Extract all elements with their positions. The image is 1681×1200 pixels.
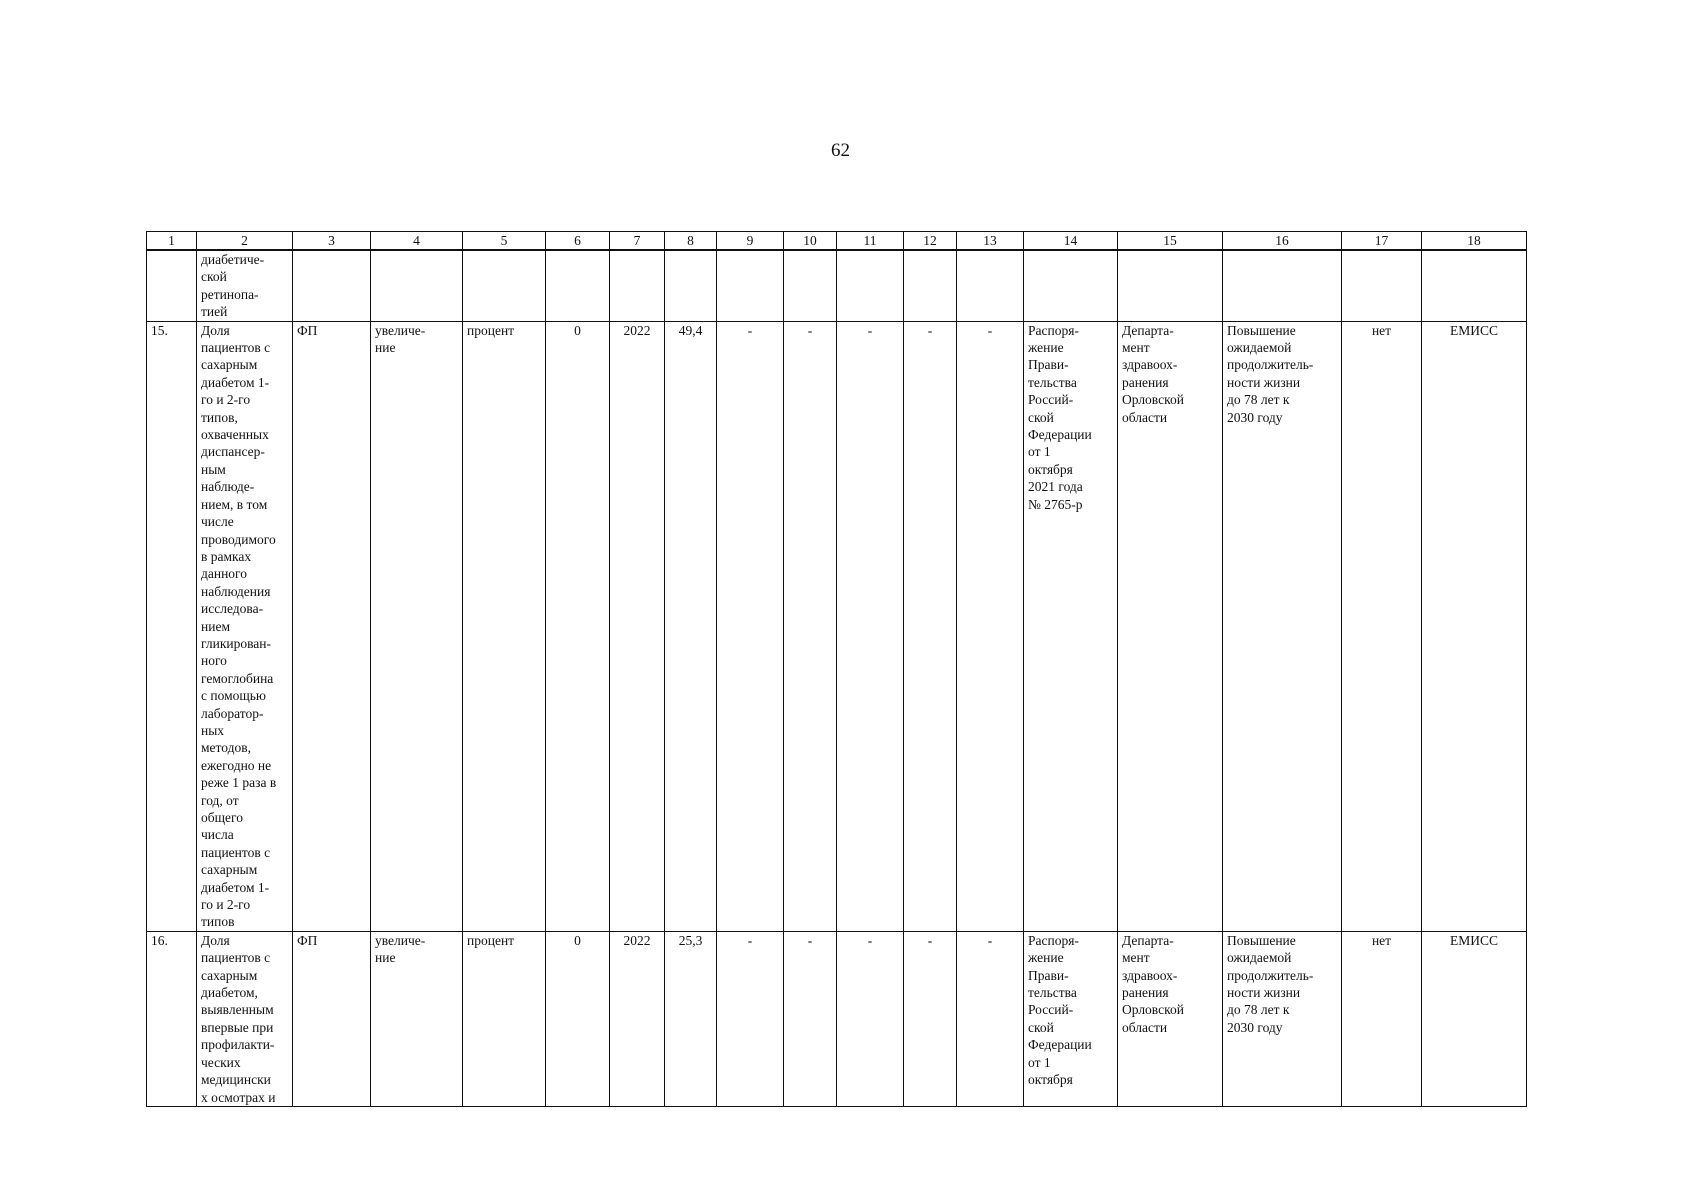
cell-indicator-name: диабетиче- ской ретинопа- тией <box>197 250 293 321</box>
cell-value: - <box>957 931 1024 1106</box>
column-header: 16 <box>1223 232 1342 251</box>
cell-direction: увеличе- ние <box>371 321 463 931</box>
cell-value: - <box>784 931 837 1106</box>
cell-value: 25,3 <box>665 931 717 1106</box>
cell-value: - <box>717 931 784 1106</box>
cell-unit <box>463 250 546 321</box>
column-header: 6 <box>546 232 610 251</box>
cell-value <box>665 250 717 321</box>
cell-source <box>1422 250 1527 321</box>
cell-value: - <box>784 321 837 931</box>
cell-level <box>293 250 371 321</box>
cell-value <box>904 250 957 321</box>
cell-indicator-name: Доля пациентов с сахарным диабетом 1- го и 2-го типов, охваченных диспансер- ным наблюде- нием, в том числе проводимого в рамках данного наблюдения исследова- нием гликирован- ного гемоглобина с помощью лаборатор- ных методов, ежегодно не реже 1 раза в год, от общего числа пациентов с сахарным диабетом 1- го и 2-го типов <box>197 321 293 931</box>
column-header: 8 <box>665 232 717 251</box>
column-header: 11 <box>837 232 904 251</box>
cell-level: ФП <box>293 931 371 1106</box>
cell-base-value: 0 <box>546 321 610 931</box>
column-header: 9 <box>717 232 784 251</box>
cell-value: - <box>904 321 957 931</box>
cell-flag <box>1342 250 1422 321</box>
cell-document: Распоря- жение Прави- тельства Россий- ской Федерации от 1 октября 2021 года № 2765-р <box>1024 321 1118 931</box>
cell-value: - <box>717 321 784 931</box>
cell-value <box>784 250 837 321</box>
cell-unit: процент <box>463 931 546 1106</box>
column-header: 14 <box>1024 232 1118 251</box>
column-header: 15 <box>1118 232 1223 251</box>
cell-unit: процент <box>463 321 546 931</box>
cell-document: Распоря- жение Прави- тельства Россий- ской Федерации от 1 октября <box>1024 931 1118 1106</box>
column-header: 12 <box>904 232 957 251</box>
column-header: 13 <box>957 232 1024 251</box>
cell-base-year <box>610 250 665 321</box>
cell-direction <box>371 250 463 321</box>
table-row <box>147 931 1527 1106</box>
cell-number <box>147 250 197 321</box>
cell-flag: нет <box>1342 321 1422 931</box>
cell-value <box>837 250 904 321</box>
cell-number: 15. <box>147 321 197 931</box>
cell-source: ЕМИСС <box>1422 321 1527 931</box>
cell-value <box>717 250 784 321</box>
column-number-row <box>147 232 1527 251</box>
cell-number: 16. <box>147 931 197 1106</box>
cell-level: ФП <box>293 321 371 931</box>
column-header: 2 <box>197 232 293 251</box>
cell-base-year: 2022 <box>610 931 665 1106</box>
cell-goal: Повышение ожидаемой продолжитель- ности жизни до 78 лет к 2030 году <box>1223 321 1342 931</box>
cell-base-value: 0 <box>546 931 610 1106</box>
page-number: 62 <box>831 140 850 161</box>
cell-document <box>1024 250 1118 321</box>
cell-goal <box>1223 250 1342 321</box>
column-header: 3 <box>293 232 371 251</box>
cell-value: - <box>837 931 904 1106</box>
cell-base-value <box>546 250 610 321</box>
column-header: 17 <box>1342 232 1422 251</box>
cell-responsible: Департа- мент здравоох- ранения Орловской области <box>1118 931 1223 1106</box>
cell-value <box>957 250 1024 321</box>
cell-indicator-name: Доля пациентов с сахарным диабетом, выявленным впервые при профилакти- ческих медицински х осмотрах и <box>197 931 293 1106</box>
cell-responsible: Департа- мент здравоох- ранения Орловской области <box>1118 321 1223 931</box>
indicators-table <box>146 231 1527 1107</box>
cell-value: - <box>837 321 904 931</box>
column-header: 1 <box>147 232 197 251</box>
cell-goal: Повышение ожидаемой продолжитель- ности жизни до 78 лет к 2030 году <box>1223 931 1342 1106</box>
cell-value: - <box>957 321 1024 931</box>
cell-source: ЕМИСС <box>1422 931 1527 1106</box>
column-header: 5 <box>463 232 546 251</box>
column-header: 18 <box>1422 232 1527 251</box>
column-header: 10 <box>784 232 837 251</box>
table-row <box>147 321 1527 931</box>
table-row-continuation <box>147 250 1527 321</box>
cell-value: - <box>904 931 957 1106</box>
cell-value: 49,4 <box>665 321 717 931</box>
cell-flag: нет <box>1342 931 1422 1106</box>
column-header: 7 <box>610 232 665 251</box>
cell-base-year: 2022 <box>610 321 665 931</box>
cell-responsible <box>1118 250 1223 321</box>
column-header: 4 <box>371 232 463 251</box>
cell-direction: увеличе- ние <box>371 931 463 1106</box>
